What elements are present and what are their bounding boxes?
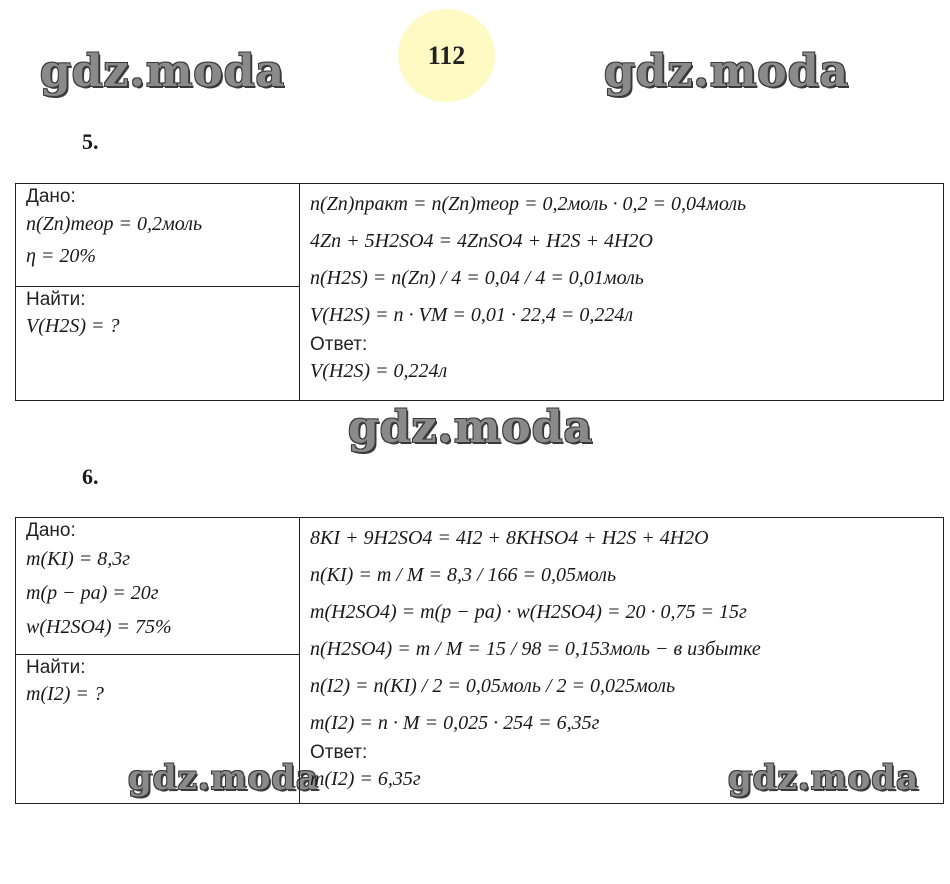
given-label: Дано: bbox=[26, 186, 76, 207]
solution-line: n(I2) = n(KI) / 2 = 0,05моль / 2 = 0,025моль bbox=[310, 675, 676, 697]
task-6-given-section bbox=[16, 518, 299, 655]
given-label: Дано: bbox=[26, 520, 76, 541]
solution-line: 4Zn + 5H2SO4 = 4ZnSO4 + H2S + 4H2O bbox=[310, 230, 653, 252]
task-5-number: 5. bbox=[82, 129, 99, 154]
answer-label: Ответ: bbox=[310, 334, 368, 355]
solution-line: V(H2S) = n · VM = 0,01 · 22,4 = 0,224л bbox=[310, 304, 634, 326]
page-number: 112 bbox=[398, 9, 495, 102]
task-6-solution bbox=[300, 518, 943, 803]
solution-line: 8KI + 9H2SO4 = 4I2 + 8KHSO4 + H2S + 4H2O bbox=[310, 527, 709, 549]
task-6-number: 6. bbox=[82, 464, 99, 489]
task-5-find-section bbox=[16, 287, 299, 400]
given-line: η = 20% bbox=[26, 245, 97, 267]
find-line: m(I2) = ? bbox=[26, 683, 104, 705]
task-6-left-column bbox=[16, 518, 300, 803]
solution-line: n(Zn)практ = n(Zn)теор = 0,2моль · 0,2 = 0,04моль bbox=[310, 193, 747, 215]
task-6-find-section bbox=[16, 655, 299, 803]
task-5-given-section bbox=[16, 184, 299, 287]
find-line: V(H2S) = ? bbox=[26, 315, 120, 337]
watermark-middle: gdz.moda bbox=[348, 402, 594, 453]
given-line: n(Zn)теор = 0,2моль bbox=[26, 213, 203, 235]
answer-line: V(H2S) = 0,224л bbox=[310, 360, 448, 382]
task-6-table bbox=[15, 517, 944, 804]
solution-line: n(H2S) = n(Zn) / 4 = 0,04 / 4 = 0,01моль bbox=[310, 267, 644, 289]
task-5-left-column bbox=[16, 184, 300, 400]
watermark-bottom-right: gdz.moda bbox=[728, 758, 920, 798]
given-line: m(p − pa) = 20г bbox=[26, 582, 159, 604]
solution-line: n(KI) = m / M = 8,3 / 166 = 0,05моль bbox=[310, 564, 617, 586]
solution-line: m(I2) = n · M = 0,025 · 254 = 6,35г bbox=[310, 712, 600, 734]
watermark-top-left: gdz.moda bbox=[40, 46, 286, 97]
given-line: w(H2SO4) = 75% bbox=[26, 616, 172, 638]
answer-line: m(I2) = 6,35г bbox=[310, 768, 421, 790]
solution-line: n(H2SO4) = m / M = 15 / 98 = 0,153моль − в избытке bbox=[310, 638, 761, 660]
find-label: Найти: bbox=[26, 657, 86, 678]
answer-label: Ответ: bbox=[310, 742, 368, 763]
solution-line: m(H2SO4) = m(p − pa) · w(H2SO4) = 20 · 0,75 = 15г bbox=[310, 601, 747, 623]
watermark-bottom-left: gdz.moda bbox=[128, 758, 320, 798]
watermark-top-right: gdz.moda bbox=[604, 46, 850, 97]
task-5-solution bbox=[300, 184, 943, 400]
given-line: m(KI) = 8,3г bbox=[26, 548, 131, 570]
find-label: Найти: bbox=[26, 289, 86, 310]
task-5-table bbox=[15, 183, 944, 401]
